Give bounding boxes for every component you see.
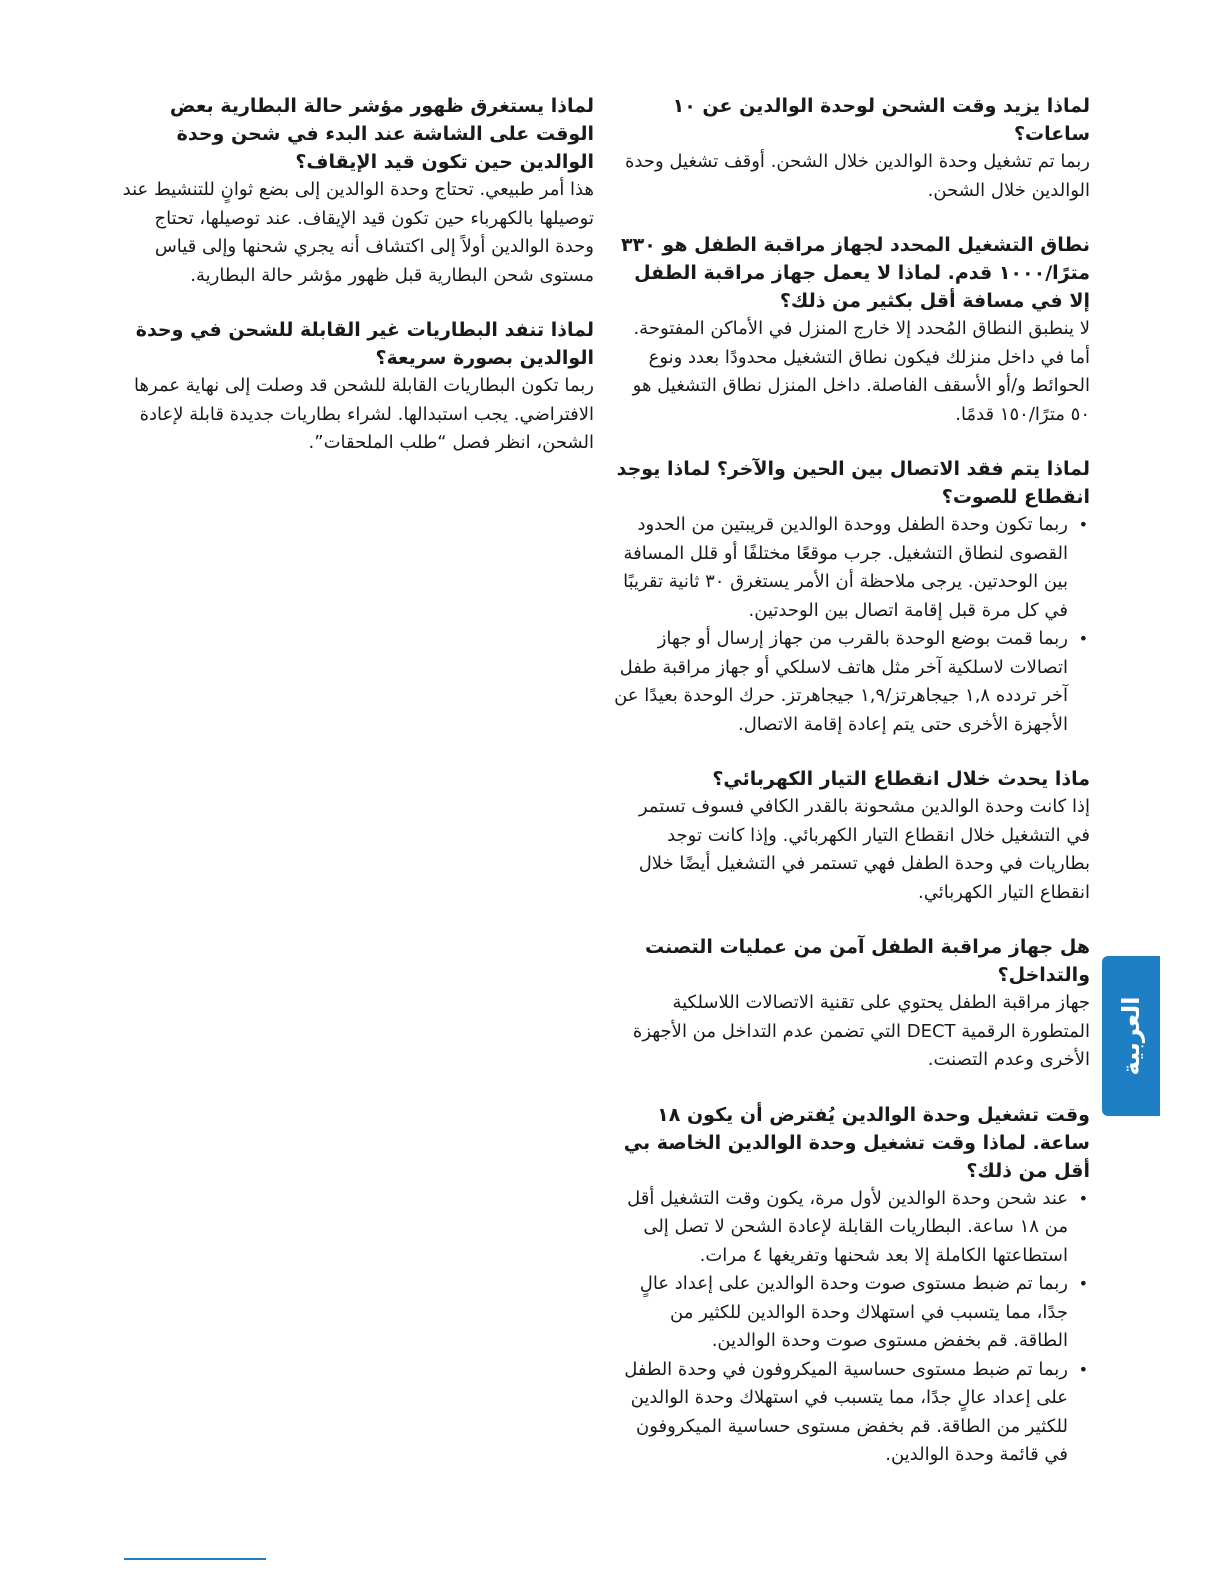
left-column <box>118 92 594 484</box>
faq-question: وقت تشغيل وحدة الوالدين يُفترض أن يكون ١٨ ساعة. لماذا وقت تشغيل وحدة الوالدين الخاصة بي أقل من ذلك؟ <box>623 1103 1090 1182</box>
list-item: • ربما تم ضبط مستوى حساسية الميكروفون في وحدة الطفل على إعداد عالٍ جدًا، مما يتسبب في استهلاك وحدة الوالدين للكثير من الطاقة. قم بخفض مستوى حساسية الميكروفون في قائمة وحدة الوالدين. <box>612 1356 1090 1470</box>
faq-answer: لا ينطبق النطاق المُحدد إلا خارج المنزل في الأماكن المفتوحة. أما في داخل منزلك فيكون نطاق التشغيل محدودًا بعدد ونوع الحوائط و/أو الأسقف الفاصلة. داخل المنزل نطاق التشغيل هو ٥٠ مترًا/١٥٠ قدمًا. <box>632 318 1090 425</box>
list-item: • ربما تم ضبط مستوى صوت وحدة الوالدين على إعداد عالٍ جدًا، مما يتسبب في استهلاك وحدة الوالدين للكثير من الطاقة. قم بخفض مستوى صوت وحدة الوالدين. <box>612 1270 1090 1356</box>
faq-connection-lost <box>612 455 1090 739</box>
faq-operating-time <box>612 1101 1090 1470</box>
right-column <box>612 92 1090 1496</box>
faq-answer: هذا أمر طبيعي. تحتاج وحدة الوالدين إلى بضع ثوانٍ للتنشيط عند توصيلها بالكهرباء حين تكون قيد الإيقاف. عند توصيلها، تحتاج وحدة الوالدين أولاً إلى اكتشاف أنه يجري شحنها وإلى قياس مستوى شحن البطارية قبل ظهور مؤشر حالة البطارية. <box>122 179 594 286</box>
faq-battery-indicator <box>118 92 594 290</box>
faq-question: لماذا تنفد البطاريات غير القابلة للشحن في وحدة الوالدين بصورة سريعة؟ <box>135 319 594 369</box>
faq-question: ماذا يحدث خلال انقطاع التيار الكهربائي؟ <box>712 768 1090 790</box>
faq-answer: جهاز مراقبة الطفل يحتوي على تقنية الاتصالات اللاسلكية المتطورة الرقمية DECT التي تضمن عدم التداخل من الأجهزة الأخرى وعدم التصنت. <box>632 992 1090 1070</box>
faq-charging-time <box>612 92 1090 205</box>
faq-power-failure <box>612 765 1090 907</box>
list-item: • عند شحن وحدة الوالدين لأول مرة، يكون وقت التشغيل أقل من ١٨ ساعة. البطاريات القابلة لإعادة الشحن لا تصل إلى استطاعتها الكاملة إلا بعد شحنها وتفريغها ٤ مرات. <box>612 1185 1090 1271</box>
faq-eavesdropping <box>612 933 1090 1075</box>
language-tab-label: العربية <box>1117 996 1145 1076</box>
faq-answer: إذا كانت وحدة الوالدين مشحونة بالقدر الكافي فسوف تستمر في التشغيل خلال انقطاع التيار الكهربائي. وإذا كانت توجد بطاريات في وحدة الطفل فهي تستمر في التشغيل أيضًا خلال انقطاع التيار الكهربائي. <box>638 796 1090 903</box>
faq-answer: ربما تم تشغيل وحدة الوالدين خلال الشحن. أوقف تشغيل وحدة الوالدين خلال الشحن. <box>625 151 1090 201</box>
faq-answer-list <box>612 1185 1090 1470</box>
faq-battery-drain <box>118 316 594 458</box>
list-item: • ربما قمت بوضع الوحدة بالقرب من جهاز إرسال أو جهاز اتصالات لاسلكية آخر مثل هاتف لاسلكي أو جهاز مراقبة طفل آخر تردده ١,٨ جيجاهرتز/١,٩ جيجاهرتز. حرك الوحدة بعيدًا عن الأجهزة الأخرى حتى يتم إعادة إقامة الاتصال. <box>612 625 1090 739</box>
faq-question: لماذا يستغرق ظهور مؤشر حالة البطارية بعض الوقت على الشاشة عند البدء في شحن وحدة الوالدين حين تكون قيد الإيقاف؟ <box>169 95 594 173</box>
faq-question: لماذا يزيد وقت الشحن لوحدة الوالدين عن ١٠ ساعات؟ <box>672 95 1090 145</box>
language-tab <box>1102 956 1160 1116</box>
faq-answer-list <box>612 511 1090 739</box>
faq-question: لماذا يتم فقد الاتصال بين الحين والآخر؟ لماذا يوجد انقطاع للصوت؟ <box>616 458 1090 508</box>
faq-question: نطاق التشغيل المحدد لجهاز مراقبة الطفل هو ٣٣٠ مترًا/١٠٠٠ قدم. لماذا لا يعمل جهاز مراقبة الطفل إلا في مسافة أقل بكثير من ذلك؟ <box>621 234 1090 312</box>
faq-answer: ربما تكون البطاريات القابلة للشحن قد وصلت إلى نهاية عمرها الافتراضي. يجب استبدالها. لشراء بطاريات جديدة قابلة لإعادة الشحن، انظر فصل “طلب الملحقات”. <box>133 375 594 453</box>
faq-operating-range <box>612 231 1090 429</box>
faq-question: هل جهاز مراقبة الطفل آمن من عمليات التصنت والتداخل؟ <box>644 936 1090 986</box>
list-item: • ربما تكون وحدة الطفل ووحدة الوالدين قريبتين من الحدود القصوى لنطاق التشغيل. جرب موقعًا مختلفًا أو قلل المسافة بين الوحدتين. يرجى ملاحظة أن الأمر يستغرق ٣٠ ثانية تقريبًا في كل مرة قبل إقامة اتصال بين الوحدتين. <box>612 511 1090 625</box>
footer-divider <box>124 1558 266 1560</box>
